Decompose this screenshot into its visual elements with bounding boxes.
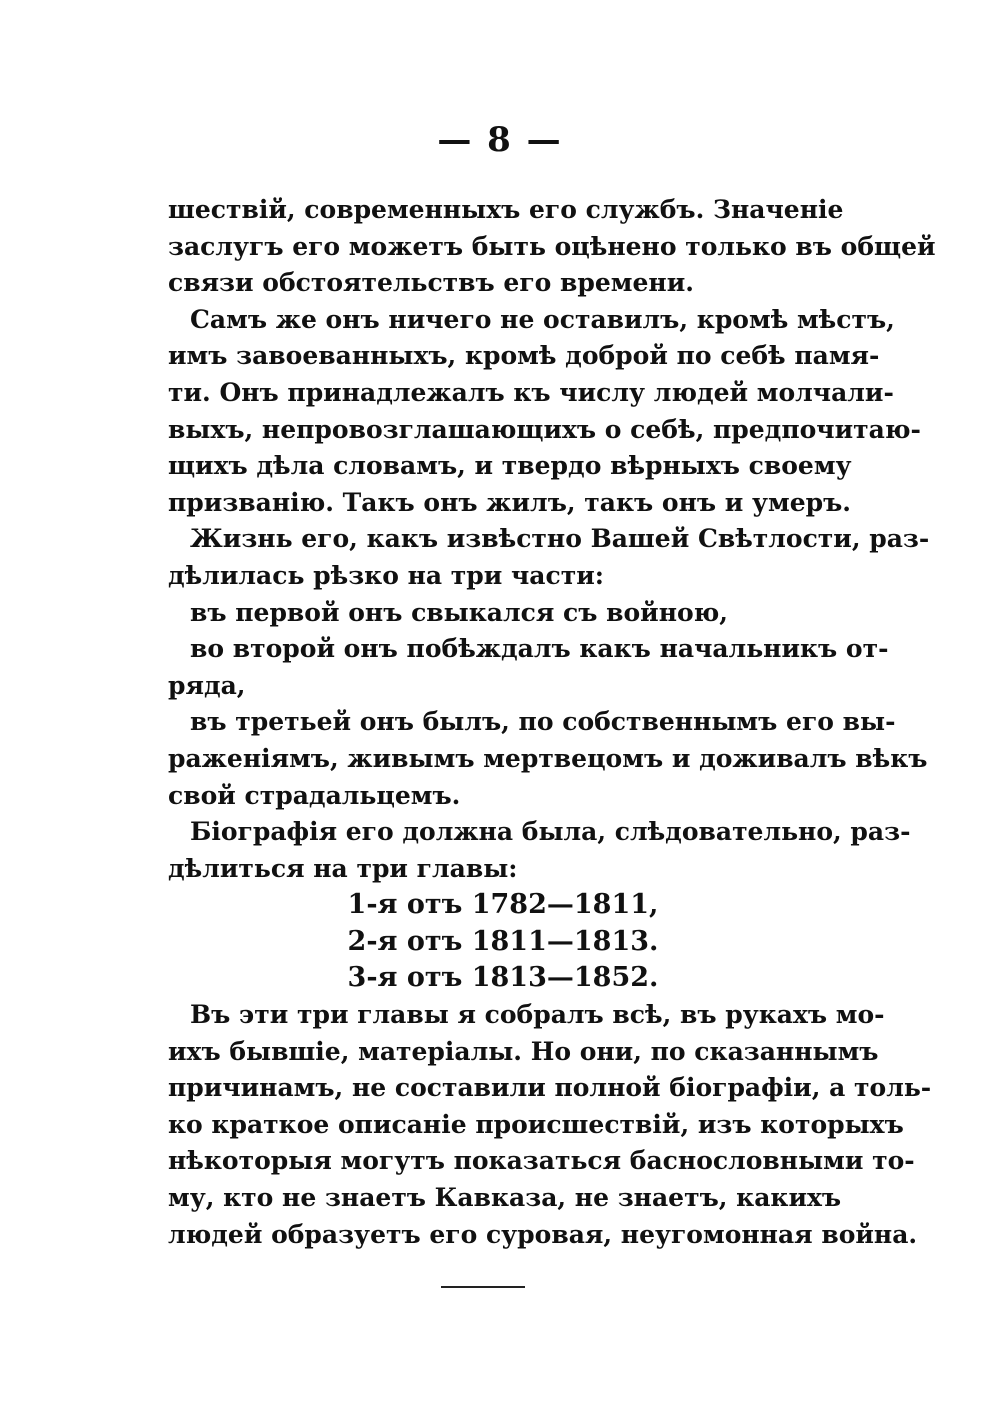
text-line: дѣлиться на три главы:	[168, 853, 518, 883]
page-number: — 8 —	[437, 120, 563, 160]
text-line: шествій, современныхъ его службъ. Значеніе	[168, 195, 844, 224]
text-line: ихъ бывшіе, матеріалы. Но они, по сказаннымъ	[168, 1036, 879, 1066]
date-range-line: 1-я отъ 1782—1811,	[347, 889, 659, 921]
text-line: причинамъ, не составили полной біографіи, а толь-	[168, 1073, 932, 1103]
text-line: связи обстоятельствъ его времени.	[168, 268, 694, 298]
text-line: му, кто не знаетъ Кавказа, не знаетъ, какихъ	[168, 1183, 842, 1213]
text-line: дѣлилась рѣзко на три части:	[168, 560, 604, 590]
text-line: Біографія его должна была, слѣдовательно, раз-	[190, 817, 911, 847]
text-line: Въ эти три главы я собралъ всѣ, въ рукахъ мо-	[190, 1000, 885, 1030]
list-item-line: раженіямъ, живымъ мертвецомъ и доживалъ вѣкъ	[168, 743, 928, 773]
text-line: заслугъ его можетъ быть оцѣнено только въ общей	[168, 231, 936, 261]
date-range-line: 2-я отъ 1811—1813.	[347, 925, 659, 957]
list-item-line: во второй онъ побѣждалъ какъ начальникъ от-	[190, 634, 889, 664]
text-line: щихъ дѣла словамъ, и твердо вѣрныхъ своему	[168, 451, 852, 481]
date-range-line: 3-я отъ 1813—1852.	[347, 962, 659, 994]
text-line: нѣкоторыя могутъ показаться баснословными то-	[168, 1146, 915, 1176]
body-text	[168, 192, 936, 1253]
section-divider-rule	[441, 1286, 525, 1288]
text-line: людей образуетъ его суровая, неугомонная война.	[168, 1219, 918, 1249]
list-item-line: свой страдальцемъ.	[168, 780, 461, 810]
text-line: выхъ, непровозглашающихъ о себѣ, предпочитаю-	[168, 414, 921, 444]
text-line: Самъ же онъ ничего не оставилъ, кромѣ мѣстъ,	[190, 304, 895, 334]
text-line: Жизнь его, какъ извѣстно Вашей Свѣтлости, раз-	[190, 524, 930, 554]
list-item-line: въ первой онъ свыкался съ войною,	[190, 597, 729, 627]
list-item-line: въ третьей онъ былъ, по собственнымъ его вы-	[190, 707, 896, 737]
list-item-line: ряда,	[168, 670, 246, 700]
text-line: ко краткое описаніе происшествій, изъ которыхъ	[168, 1109, 904, 1139]
text-line: имъ завоеванныхъ, кромѣ доброй по себѣ памя-	[168, 341, 880, 371]
text-line: ти. Онъ принадлежалъ къ числу людей молчали-	[168, 377, 894, 407]
text-line: призванію. Такъ онъ жилъ, такъ онъ и умеръ.	[168, 487, 851, 517]
